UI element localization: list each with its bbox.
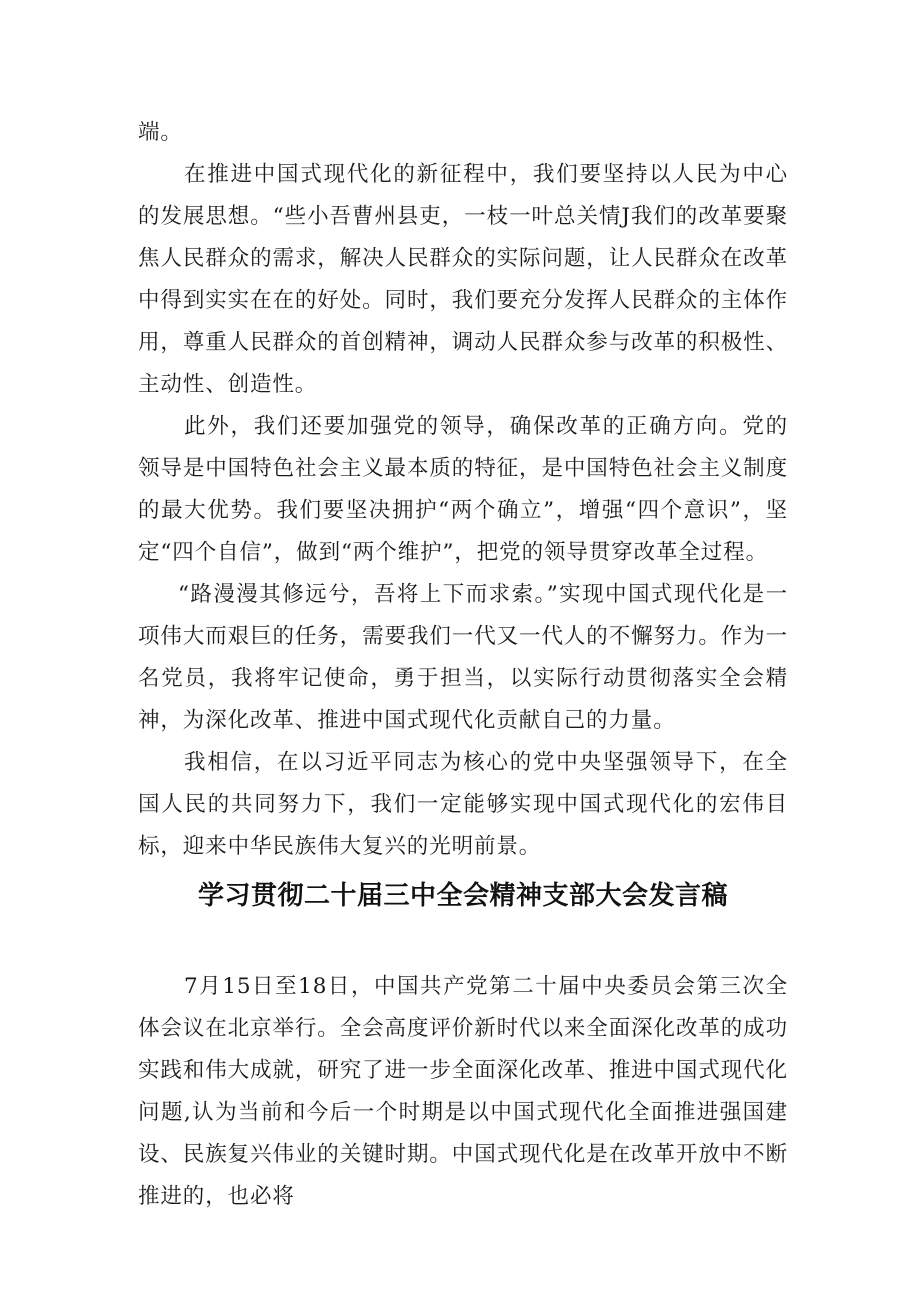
paragraph-conclusion: 我相信，在以习近平同志为核心的党中央坚强领导下，在全国人民的共同努力下，我们一定能够实现中国式现代化的宏伟目标，迎来中华民族伟大复兴的光明前景。 (138, 750, 788, 859)
section-spacer (138, 916, 788, 966)
paragraph-people-centered: 在推进中国式现代化的新征程中，我们要坚持以人民为中心的发展思想。“些小吾曹州县吏，一枝一叶总关情J我们的改革要聚焦人民群众的需求，解决人民群众的实际问题，让人民群众在改革中得到实实在在的好处。同时，我们要充分发挥人民群众的主体作用，尊重人民群众的首创精神，调动人民群众参与改革的积极性、主动性、创造性。 (138, 162, 788, 397)
paragraph-party-leadership: 此外，我们还要加强党的领导，确保改革的正确方向。党的领导是中国特色社会主义最本质的特征，是中国特色社会主义制度的最大优势。我们要坚决拥护“两个确立”，增强“四个意识”，坚定“四个自信”，做到“两个维护”，把党的领导贯穿改革全过程。 (138, 414, 788, 565)
section-paragraph-plenary: 7月15日至18日，中国共产党第二十届中央委员会第三次全体会议在北京举行。全会高度评价新时代以来全面深化改革的成功实践和伟大成就，研究了进一步全面深化改革、推进中国式现代化问题,认为当前和今后一个时期是以中国式现代化全面推进强国建设、民族复兴伟业的关键时期。中国式现代化是在改革开放中不断推进的，也必将 (138, 974, 788, 1209)
paragraph-quote-pursuit: “路漫漫其修远兮，吾将上下而求索。”实现中国式现代化是一项伟大而艰巨的任务，需要我们一代又一代人的不懈努力。作为一名党员，我将牢记使命，勇于担当，以实际行动贯彻落实全会精神，为深化改革、推进中国式现代化贡献自己的力量。 (138, 582, 788, 733)
paragraph-continuation: 端。 (138, 120, 183, 145)
section-title: 学习贯彻二十届三中全会精神支部大会发言稿 (197, 881, 728, 911)
document-page (138, 112, 788, 1218)
